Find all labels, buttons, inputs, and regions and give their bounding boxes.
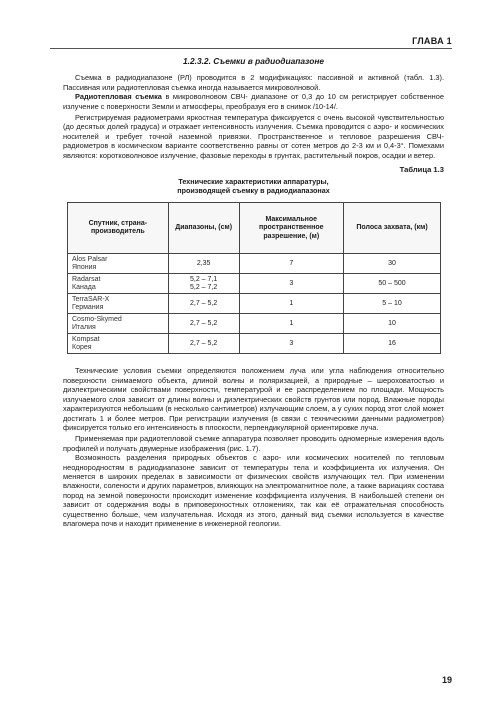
cell-swath: 30 [344, 254, 441, 274]
paragraph-brightness: Регистрируемая радиометрами яркостная температура фиксируется с очень высокой чувствительностью (до десятых долей градуса) и отражает интенсивность излучения. Съемка проводится с аэро- и космических носителей и требует точной наземной привязки. Пространственное и тепловое разрешения СВЧ-радиометров в космическом варианте соответственно равны от сотен метров до 2-3 км и 0,4-3°. Помехами являются: коротковолновое излучение, фазовые переходы в грунтах, растительный покров, осадки и ветер. [63, 113, 444, 160]
satellite-name: TerraSAR-X [72, 295, 110, 303]
page-content [63, 57, 444, 528]
cell-swath: 10 [344, 314, 441, 334]
header-swath: Полоса захвата, (км) [344, 203, 441, 254]
cell-satellite [68, 274, 169, 294]
table-row [68, 334, 441, 354]
satellite-country: Корея [72, 343, 92, 351]
paragraph-radiothermal [63, 92, 444, 111]
satellite-table [67, 202, 441, 354]
chapter-header: ГЛАВА 1 [412, 36, 452, 46]
cell-satellite [68, 334, 169, 354]
cell-swath: 5 – 10 [344, 294, 441, 314]
satellite-country: Япония [72, 263, 97, 271]
satellite-name: Cosmo-Skymed [72, 315, 122, 323]
table-caption [63, 177, 444, 195]
paragraph-conditions: Технические условия съемки определяются положением луча или угла наблюдения относительно поверхности снимаемого объекта, длиной волны и поляризацией, а природные – шероховатостью и диэлектрическими свойствами поверхности, температурой и ее распределением по площади. Мощность излучаемого слоя зависит от длины волны и диэлектрических свойств грунтов или пород. Влажные породы характеризуются небольшим (в несколько сантиметров) излучающим слоем, а у сухих пород этот слой может достигать 1 и более метров. При регистрации излучения (в связи с техническими данными радиометров) фиксируется только его интенсивность в плоскости, перпендикулярной ориентировке луча. [63, 366, 444, 432]
table-label: Таблица 1.3 [399, 165, 444, 175]
cell-resolution: 7 [239, 254, 343, 274]
table-row [68, 314, 441, 334]
cell-band: 2,35 [168, 254, 239, 274]
section-title: 1.2.3.2. Съемки в радиодиапазоне [182, 56, 325, 66]
cell-resolution: 1 [239, 314, 343, 334]
cell-satellite [68, 294, 169, 314]
paragraph-intro: Съемка в радиодиапазоне (РЛ) проводится в 2 модификациях: пассивной и активной (табл. 1.3). Пассивная или радиотепловая съемка иногда называется микроволновой. [63, 73, 444, 92]
body-after-table [63, 366, 444, 528]
cell-resolution: 1 [239, 294, 343, 314]
header-resolution: Максимальное пространственное разрешение, (м) [239, 203, 343, 254]
satellite-name: Alos Palsar [72, 255, 108, 263]
band-value-2: 5,2 – 7,2 [190, 283, 218, 291]
cell-swath: 16 [344, 334, 441, 354]
table-header-row [68, 203, 441, 254]
table-row [68, 294, 441, 314]
cell-resolution: 3 [239, 274, 343, 294]
satellite-name: Kompsat [72, 335, 100, 343]
satellite-country: Италия [72, 323, 96, 331]
header-satellite: Спутник, страна-производитель [68, 203, 169, 254]
cell-band: 2,7 – 5,2 [168, 334, 239, 354]
table-row [68, 254, 441, 274]
term-radiothermal: Радиотепловая съемка [75, 92, 162, 102]
cell-swath: 50 – 500 [344, 274, 441, 294]
cell-band [168, 274, 239, 294]
cell-band: 2,7 – 5,2 [168, 294, 239, 314]
cell-satellite [68, 254, 169, 274]
paragraph-possibility: Возможность разделения природных объектов с аэро- или космических носителей по тепловым неоднородностям в радиодиапазоне зависит от температуры тела и коэффициента их излучения. Он меняется в широких пределах в зависимости от физических свойств излучающих тел. При изменении влажности, солености и других параметров, влияющих на электромагнитное поле, а также вариациях состава пород на земной поверхности происходит изменение коэффициента излучения. В наибольшей степени он зависит от содержания воды в приповерхностных отложениях, так как её отражательная способность существенно больше, чем излучательная. Исходя из этого, данный вид съемки используется в качестве влагомера почв и находит применение в инженерной геологии. [63, 453, 444, 528]
page-number: 19 [441, 675, 452, 685]
paragraph-radiothermal-text: в микроволновом СВЧ- диапазоне от 0,3 до 10 см регистрирует собственное излучение с поверхности Земли и атмосферы, преобразуя его в снимок /10-14/. [63, 92, 444, 111]
table-row [68, 274, 441, 294]
table-caption-line-1: Технические характеристики аппаратуры, [178, 177, 329, 187]
satellite-name: Radarsat [72, 275, 101, 283]
paragraph-equipment: Применяемая при радиотепловой съемке аппаратура позволяет проводить одномерные измерения вдоль профилей и получать двумерные изображения (рис. 1.7). [63, 434, 444, 453]
satellite-country: Канада [72, 283, 96, 291]
satellite-country: Германия [72, 303, 104, 311]
header-rule [50, 48, 452, 49]
cell-band: 2,7 – 5,2 [168, 314, 239, 334]
band-value: 5,2 – 7,1 [190, 275, 218, 283]
table-caption-line-2: производящей съемку в радиодиапазонах [177, 186, 330, 196]
cell-resolution: 3 [239, 334, 343, 354]
header-bands: Диапазоны, (см) [168, 203, 239, 254]
cell-satellite [68, 314, 169, 334]
